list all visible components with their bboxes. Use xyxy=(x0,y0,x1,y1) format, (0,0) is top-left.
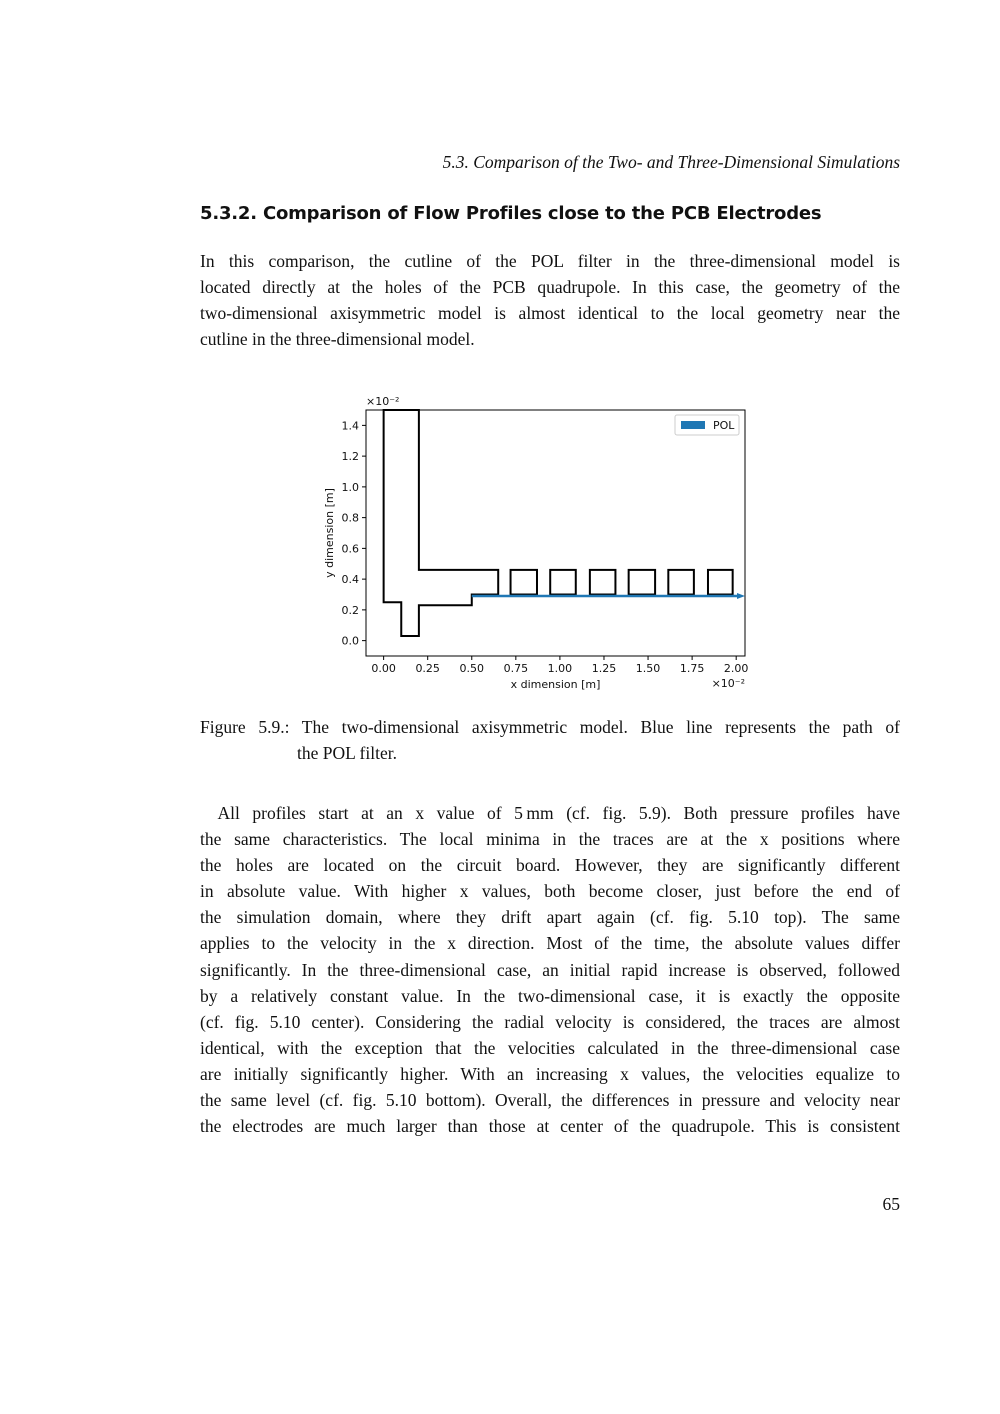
legend-label-pol: POL xyxy=(713,419,735,432)
text-line: In this comparison, the cutline of the POL filter in the three-dimensional model is xyxy=(200,251,900,271)
x-offset-label: ×10⁻² xyxy=(711,677,745,690)
text-line: the same characteristics. The local minima in the traces are at the x positions where xyxy=(200,829,900,850)
text-line: significantly. In the three-dimensional case, an initial rapid increase is observed, followed xyxy=(200,959,900,980)
y-tick-label: 0.2 xyxy=(341,603,359,617)
text-line: cutline in the three-dimensional model. xyxy=(200,329,475,350)
electrode-hole xyxy=(511,570,537,595)
y-offset-label: ×10⁻² xyxy=(366,395,400,408)
figure-caption xyxy=(200,714,900,766)
text-line: in absolute value. With higher x values, both become closer, just before the end of xyxy=(200,881,900,902)
x-axis-label: x dimension [m] xyxy=(510,678,601,691)
text-line: are initially significantly higher. With an increasing x values, the velocities equalize to xyxy=(200,1063,900,1084)
electrode-hole xyxy=(668,570,694,595)
caption-line: the POL filter. xyxy=(297,743,397,763)
y-tick-label: 0.4 xyxy=(341,573,359,587)
y-tick-label: 1.2 xyxy=(341,450,359,464)
legend-swatch-pol xyxy=(681,421,705,429)
x-tick-label: 1.25 xyxy=(591,662,617,675)
text-line: All profiles start at an x value of 5 mm (cf. fig. 5.9). Both pressure profiles have xyxy=(200,803,900,823)
y-axis-label: y dimension [m] xyxy=(323,488,336,578)
x-tick-label: 0.75 xyxy=(503,662,529,675)
plot-area-frame xyxy=(366,410,745,656)
paragraph-profiles xyxy=(200,800,900,1139)
y-tick-label: 0.6 xyxy=(341,542,359,556)
running-head: 5.3. Comparison of the Two- and Three-Dimensional Simulations xyxy=(442,152,900,172)
x-tick-label: 0.25 xyxy=(415,662,440,675)
text-line: the same level (cf. fig. 5.10 bottom). Overall, the differences in pressure and velocity near xyxy=(200,1090,900,1111)
y-tick-label: 0.8 xyxy=(341,511,359,525)
text-line: applies to the velocity in the x direction. Most of the time, the absolute values differ xyxy=(200,933,900,954)
y-tick-label: 0.0 xyxy=(341,634,359,648)
text-line: two-dimensional axisymmetric model is almost identical to the local geometry near the xyxy=(200,303,900,324)
text-line: the electrodes are much larger than those at center of the quadrupole. This is consistent xyxy=(200,1116,900,1137)
y-tick-label: 1.0 xyxy=(341,480,359,494)
y-tick-label: 1.4 xyxy=(341,419,359,433)
page-number: 65 xyxy=(882,1194,900,1214)
text-line: the simulation domain, where they drift apart again (cf. fig. 5.10 top). The same xyxy=(200,907,900,928)
text-line: the holes are located on the circuit board. However, they are significantly different xyxy=(200,855,900,876)
x-tick-label: 1.50 xyxy=(635,662,661,675)
pol-arrowhead xyxy=(737,593,745,599)
x-tick-label: 0.00 xyxy=(371,662,396,675)
caption-line: Figure 5.9.: The two-dimensional axisymmetric model. Blue line represents the path of xyxy=(200,717,900,737)
x-tick-label: 1.00 xyxy=(547,662,573,675)
figure-5-9-chart xyxy=(0,0,1000,700)
geometry-outline xyxy=(384,410,499,636)
text-line: (cf. fig. 5.10 center). Considering the radial velocity is considered, the traces are almost xyxy=(200,1011,900,1032)
x-tick-label: 1.75 xyxy=(679,662,705,675)
electrode-hole xyxy=(708,570,733,595)
electrode-hole xyxy=(590,570,616,595)
text-line: identical, with the exception that the velocities calculated in the three-dimensional case xyxy=(200,1037,900,1058)
x-tick-label: 0.50 xyxy=(459,662,485,675)
text-line: located directly at the holes of the PCB quadrupole. In this case, the geometry of the xyxy=(200,277,900,298)
electrode-hole xyxy=(550,570,576,595)
section-title: 5.3.2. Comparison of Flow Profiles close to the PCB Electrodes xyxy=(200,203,822,224)
text-line: by a relatively constant value. In the two-dimensional case, it is exactly the opposite xyxy=(200,985,900,1006)
x-tick-label: 2.00 xyxy=(723,662,749,675)
electrode-hole xyxy=(629,570,655,595)
